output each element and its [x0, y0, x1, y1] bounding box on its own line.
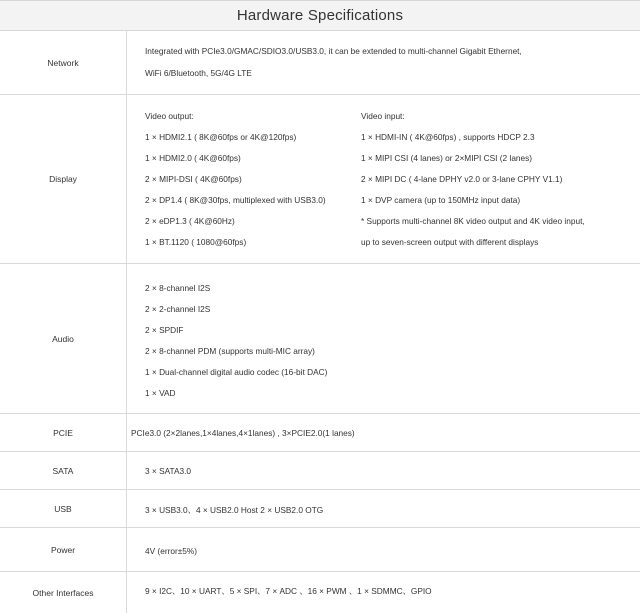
- audio-item: 2 × 8-channel PDM (supports multi-MIC array): [145, 346, 315, 356]
- label-power: Power: [0, 528, 127, 571]
- audio-item: 2 × 8-channel I2S: [145, 283, 211, 293]
- video-output-item: 2 × MIPI-DSI ( 4K@60fps): [145, 174, 242, 184]
- row-power: [0, 528, 640, 572]
- row-usb: [0, 490, 640, 528]
- row-network: [0, 31, 640, 95]
- audio-item: 2 × 2-channel I2S: [145, 304, 211, 314]
- value-sata: [127, 452, 640, 489]
- video-output-item: 2 × DP1.4 ( 8K@30fps, multiplexed with USB3.0): [145, 195, 326, 205]
- value-display: [127, 95, 640, 263]
- network-line: Integrated with PCIe3.0/GMAC/SDIO3.0/USB3.0, it can be extended to multi-channel Gigabit Ethernet,: [145, 46, 522, 56]
- video-input-note: up to seven-screen output with different displays: [361, 237, 539, 247]
- audio-item: 2 × SPDIF: [145, 325, 184, 335]
- audio-item: 1 × Dual-channel digital audio codec (16-bit DAC): [145, 367, 328, 377]
- power-value: 4V (error±5%): [145, 546, 198, 556]
- value-power: [127, 528, 640, 571]
- other-interfaces-value: 9 × I2C、10 × UART、5 × SPI、7 × ADC 、16 × PWM 、1 × SDMMC、GPIO: [145, 586, 432, 596]
- label-pcie: PCIE: [0, 414, 127, 451]
- title-bar: [0, 0, 640, 31]
- video-input-item: 2 × MIPI DC ( 4-lane DPHY v2.0 or 3-lane CPHY V1.1): [361, 174, 563, 184]
- value-pcie: [127, 414, 640, 451]
- label-network: Network: [0, 31, 127, 94]
- row-display: [0, 95, 640, 264]
- video-output-heading: Video output:: [145, 111, 194, 121]
- video-input-item: 1 × MIPI CSI (4 lanes) or 2×MIPI CSI (2 lanes): [361, 153, 533, 163]
- value-audio: [127, 264, 640, 413]
- label-usb: USB: [0, 490, 127, 527]
- video-output-item: 1 × HDMI2.1 ( 8K@60fps or 4K@120fps): [145, 132, 297, 142]
- pcie-value: PCIe3.0 (2×2lanes,1×4lanes,4×1lanes) , 3×PCIE2.0(1 lanes): [131, 428, 355, 438]
- video-output-item: 1 × BT.1120 ( 1080@60fps): [145, 237, 247, 247]
- video-input-heading: Video input:: [361, 111, 405, 121]
- value-network: [127, 31, 640, 94]
- row-sata: [0, 452, 640, 490]
- page-title: Hardware Specifications: [236, 7, 404, 24]
- video-input-item: 1 × DVP camera (up to 150MHz input data): [361, 195, 521, 205]
- usb-value: 3 × USB3.0、4 × USB2.0 Host 2 × USB2.0 OTG: [145, 505, 324, 515]
- label-display: Display: [0, 95, 127, 263]
- label-audio: Audio: [0, 264, 127, 413]
- video-output-item: 2 × eDP1.3 ( 4K@60Hz): [145, 216, 235, 226]
- video-input-item: 1 × HDMI-IN ( 4K@60fps) , supports HDCP 2.3: [361, 132, 535, 142]
- video-output-item: 1 × HDMI2.0 ( 4K@60fps): [145, 153, 241, 163]
- audio-item: 1 × VAD: [145, 388, 176, 398]
- sata-value: 3 × SATA3.0: [145, 466, 192, 476]
- row-audio: [0, 264, 640, 414]
- value-usb: [127, 490, 640, 527]
- value-other-interfaces: [127, 572, 640, 613]
- spec-table: [0, 31, 640, 613]
- label-other-interfaces: Other Interfaces: [0, 572, 127, 613]
- row-pcie: [0, 414, 640, 452]
- label-sata: SATA: [0, 452, 127, 489]
- network-line: WiFi 6/Bluetooth, 5G/4G LTE: [145, 68, 252, 78]
- row-other-interfaces: [0, 572, 640, 613]
- video-input-note: * Supports multi-channel 8K video output and 4K video input,: [361, 216, 585, 226]
